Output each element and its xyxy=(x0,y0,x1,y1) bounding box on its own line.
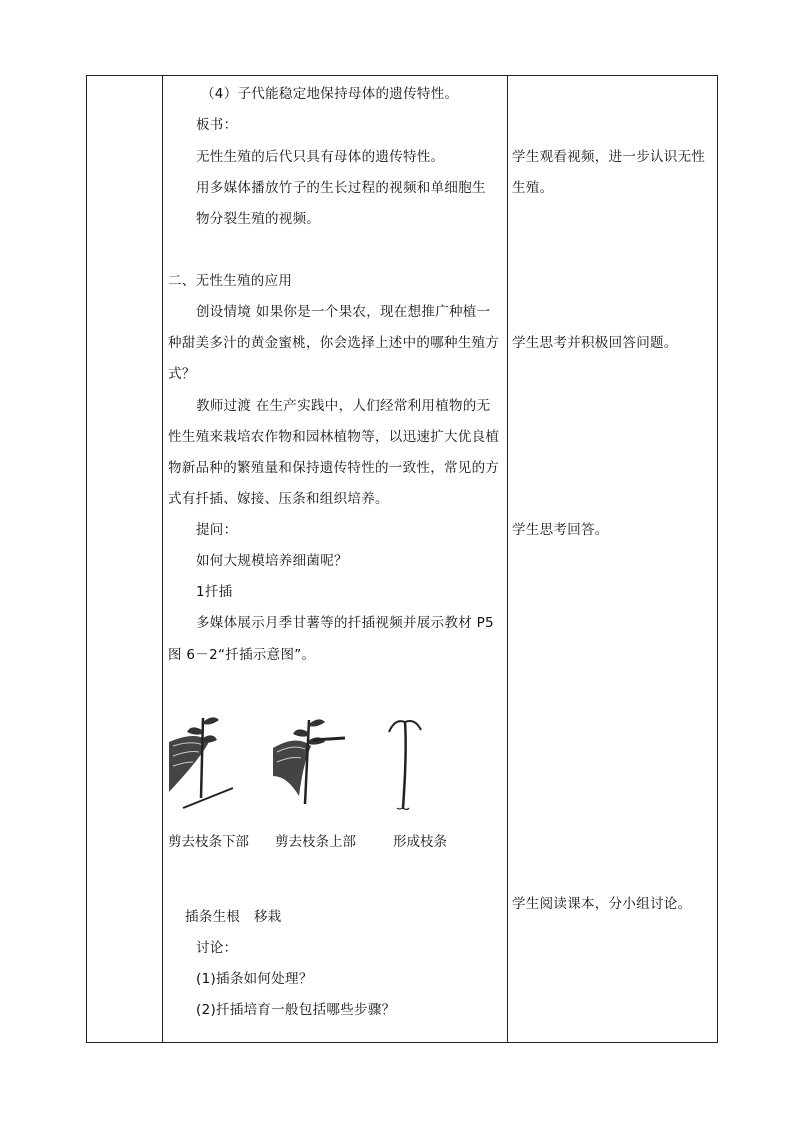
text-line: 生殖。 xyxy=(512,180,554,196)
text-line: 讨论： xyxy=(196,940,238,956)
text-line: 物分裂生殖的视频。 xyxy=(196,211,321,227)
text-line: 创设情境 如果你是一个果农，现在想推广种植一 xyxy=(196,304,491,320)
text-line: 板书： xyxy=(196,117,238,133)
text-line: 多媒体展示月季甘薯等的扦插视频并展示教材 P5 xyxy=(196,615,494,631)
text-line: 学生思考回答。 xyxy=(512,522,609,538)
text-line: 如何大规模培养细菌呢？ xyxy=(196,553,348,569)
text-line: 式？ xyxy=(168,366,196,382)
text-line: 学生观看视频，进一步认识无性 xyxy=(512,149,706,165)
figure-caption: 剪去枝条下部 xyxy=(168,834,249,850)
text-line: 性生殖来栽培农作物和园林植物等，以迅速扩大优良植 xyxy=(168,429,500,445)
text-line: 图 6－2“扦插示意图”。 xyxy=(168,647,316,663)
figure-caption: 剪去枝条上部 xyxy=(275,834,356,850)
text-line: 种甜美多汁的黄金蜜桃，你会选择上述中的哪种生殖方 xyxy=(168,335,500,351)
formed-branch-icon xyxy=(385,712,425,816)
text-line: （4）子代能稳定地保持母体的遗传特性。 xyxy=(201,86,459,102)
cutting-upper-icon xyxy=(273,712,353,816)
text-line: (2)扦插培育一般包括哪些步骤？ xyxy=(196,1002,396,1018)
text-line: 用多媒体播放竹子的生长过程的视频和单细胞生 xyxy=(196,180,486,196)
text-line: 1扦插 xyxy=(196,584,233,600)
figure-caption: 形成枝条 xyxy=(393,834,447,850)
lesson-table xyxy=(86,75,718,1043)
student-activity-cell xyxy=(508,76,718,1042)
text-line: 学生思考并积极回答问题。 xyxy=(512,335,678,351)
section-heading: 二、无性生殖的应用 xyxy=(168,273,293,289)
text-line: 式有扦插、嫁接、压条和组织培养。 xyxy=(168,491,389,507)
text-line: 教师过渡 在生产实践中，人们经常利用植物的无 xyxy=(196,398,491,414)
text-line: 学生阅读课本，分小组讨论。 xyxy=(512,896,692,912)
cutting-lower-icon xyxy=(169,712,239,816)
text-line: 提问： xyxy=(196,522,238,538)
text-line: 物新品种的繁殖量和保持遗传特性的一致性，常见的方 xyxy=(168,460,500,476)
teacher-activity-cell xyxy=(163,76,507,1042)
text-line: 插条生根 移栽 xyxy=(185,909,282,925)
text-line: 无性生殖的后代只具有母体的遗传特性。 xyxy=(196,149,445,165)
text-line: (1)插条如何处理？ xyxy=(196,971,313,987)
